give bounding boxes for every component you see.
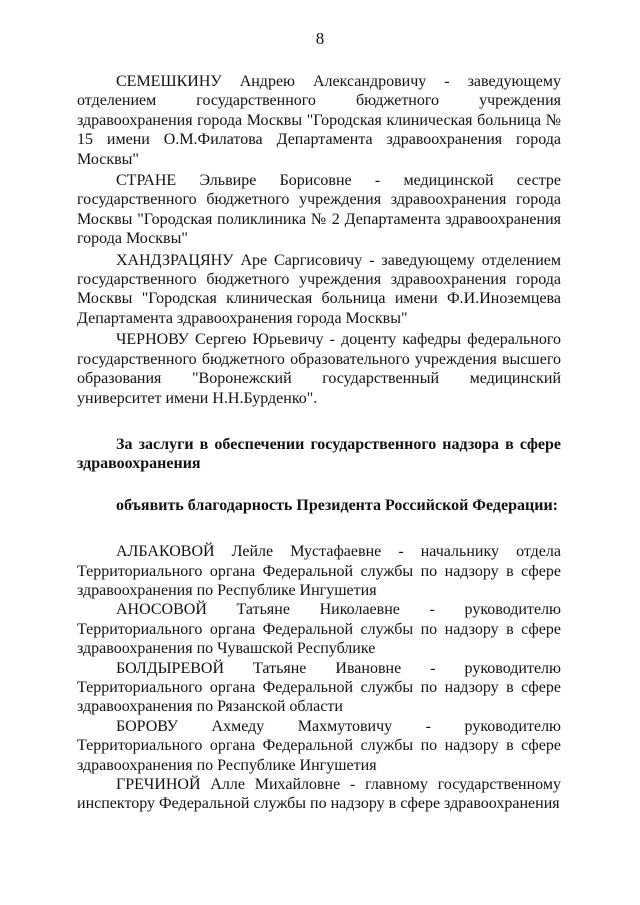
award-entry-anosova: АНОСОВОЙ Татьяне Николаевне - руководителю Территориального органа Федеральной службы по надзору в сфере здравоохранения по Чувашской Республике xyxy=(77,601,561,658)
section-heading: За заслуги в обеспечении государственного надзора в сфере здравоохранения xyxy=(77,435,561,473)
award-entry-strane: СТРАНЕ Эльвире Борисовне - медицинской сестре государственного бюджетного учреждения здравоохранения города Москвы "Городская поликлиника № 2 Департамента здравоохранения города Москвы" xyxy=(77,172,561,248)
section-subheading: объявить благодарность Президента Российской Федерации: xyxy=(116,496,558,514)
document-body xyxy=(77,72,561,814)
page-number: 8 xyxy=(315,29,325,48)
award-entry-chernov: ЧЕРНОВУ Сергею Юрьевичу - доценту кафедры федерального государственного бюджетного образовательного учреждения высшего образования "Воронежский государственный медицинский университет имени Н.Н.Бурденко". xyxy=(77,331,561,407)
award-entry-borov: БОРОВУ Ахмеду Махмутовичу - руководителю Территориального органа Федеральной службы по надзору в сфере здравоохранения по Республике Ингушетия xyxy=(77,717,561,774)
award-entry-boldyreva: БОЛДЫРЕВОЙ Татьяне Ивановне - руководителю Территориального органа Федеральной службы по надзору в сфере здравоохранения по Рязанской области xyxy=(77,659,561,716)
award-entry-khandzratsyan: ХАНДЗРАЦЯНУ Аре Саргисовичу - заведующему отделением государственного бюджетного учреждения здравоохранения города Москвы "Городская клиническая больница имени Ф.И.Иноземцева Департамента здравоохранения города Москвы" xyxy=(77,251,561,327)
award-entry-albakova: АЛБАКОВОЙ Лейле Мустафаевне - начальнику отдела Территориального органа Федеральной службы по надзору в сфере здравоохранения по Республике Ингушетия xyxy=(77,543,561,599)
award-entry-grechina: ГРЕЧИНОЙ Алле Михайловне - главному государственному инспектору Федеральной службы по надзору в сфере здравоохранения xyxy=(77,776,561,813)
award-entry-semeshkin: СЕМЕШКИНУ Андрею Александровичу - заведующему отделением государственного бюджетного учреждения здравоохранения города Москвы "Городская клиническая больница № 15 имени О.М.Филатова Департамента здравоохранения города Москвы" xyxy=(77,73,561,168)
